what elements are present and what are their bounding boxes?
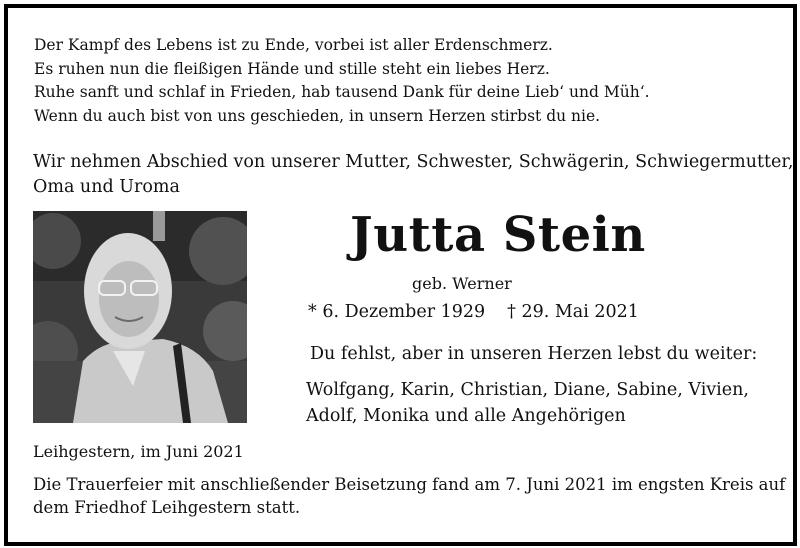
mourners-line: Wolfgang, Karin, Christian, Diane, Sabine, Vivien, (306, 380, 749, 400)
poem-line: Es ruhen nun die fleißigen Hände und stille steht ein liebes Herz. (34, 59, 550, 78)
mourners-line: Adolf, Monika und alle Angehörigen (306, 406, 626, 426)
mourners-list (306, 377, 749, 429)
memorial-motto: Du fehlst, aber in unseren Herzen lebst du weiter: (310, 344, 758, 364)
funeral-notice (33, 473, 793, 519)
poem-line: Der Kampf des Lebens ist zu Ende, vorbei ist aller Erdenschmerz. (34, 36, 553, 54)
funeral-line: dem Friedhof Leihgestern statt. (33, 498, 301, 517)
maiden-name: geb. Werner (412, 274, 512, 293)
deceased-name: Jutta Stein (350, 207, 646, 263)
memorial-poem (34, 34, 650, 128)
portrait-photo (33, 211, 247, 423)
birth-date: * 6. Dezember 1929 (308, 302, 486, 322)
death-date: † 29. Mai 2021 (507, 302, 639, 322)
farewell-intro (33, 150, 794, 200)
intro-line: Wir nehmen Abschied von unserer Mutter, Schwester, Schwägerin, Schwiegermutter, (33, 152, 794, 172)
poem-line: Ruhe sanft und schlaf in Frieden, hab tausend Dank für deine Lieb‘ und Müh‘. (34, 83, 650, 101)
life-dates (308, 302, 639, 322)
place-date: Leihgestern, im Juni 2021 (33, 442, 244, 461)
funeral-line: Die Trauerfeier mit anschließender Beisetzung fand am 7. Juni 2021 im engsten Kreis auf (33, 475, 786, 494)
intro-line: Oma und Uroma (33, 177, 180, 197)
poem-line: Wenn du auch bist von uns geschieden, in unsern Herzen stirbst du nie. (34, 106, 601, 125)
portrait-image (33, 211, 247, 423)
